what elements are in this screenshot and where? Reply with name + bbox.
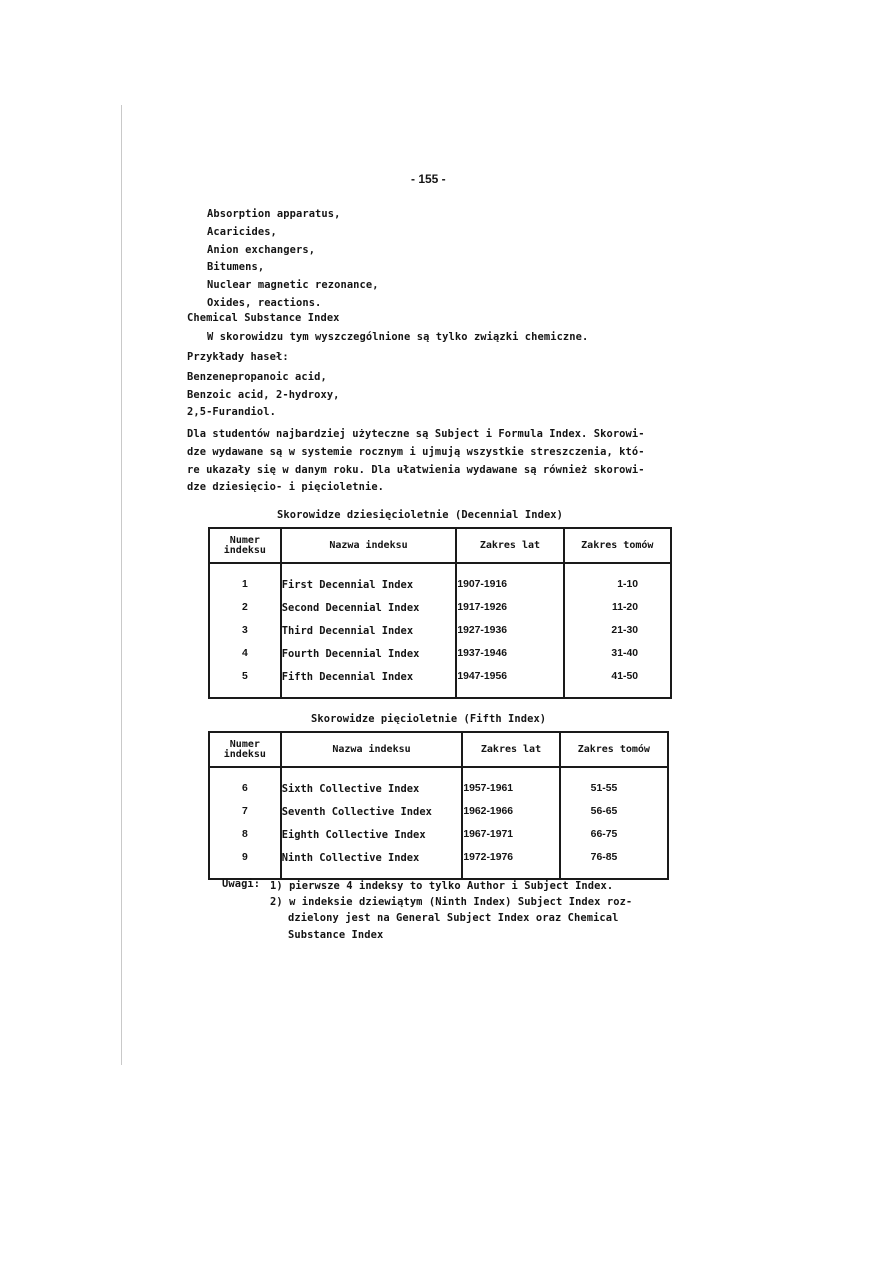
- index-volumes: 51-55: [590, 783, 618, 794]
- column-header-years: Zakres lat: [462, 732, 559, 767]
- table-header-row: [209, 732, 668, 767]
- table-row: [209, 596, 671, 619]
- index-name: Fifth Decennial Index: [281, 665, 457, 688]
- index-volumes: 76-85: [590, 852, 618, 863]
- index-name: Ninth Collective Index: [281, 846, 463, 869]
- index-number: 2: [209, 596, 281, 619]
- index-volumes: 21-30: [611, 625, 638, 636]
- index-name: Sixth Collective Index: [281, 777, 463, 800]
- note-continuation: Substance Index: [288, 928, 384, 941]
- students-paragraph: [187, 426, 645, 497]
- note-item: 2) w indeksie dziewiątym (Ninth Index) Subject Index roz-: [270, 896, 633, 909]
- examples-list: [187, 369, 340, 422]
- example-item: Benzenepropanoic acid,: [187, 371, 327, 383]
- table-row: [209, 800, 668, 823]
- index-years: 1972-1976: [462, 846, 559, 869]
- notes-label: Uwagi:: [222, 878, 261, 890]
- column-header-years: Zakres lat: [456, 528, 563, 563]
- five-year-table-caption: Skorowidze pięcioletnie (Fifth Index): [311, 713, 547, 725]
- index-number: 7: [209, 800, 281, 823]
- index-number: 6: [209, 777, 281, 800]
- page-edge-line: [121, 105, 122, 1065]
- index-volumes: 31-40: [611, 648, 638, 659]
- table-row: [209, 573, 671, 596]
- index-years: 1937-1946: [456, 642, 563, 665]
- index-years: 1962-1966: [462, 800, 559, 823]
- table-row: [209, 777, 668, 800]
- decennial-table-caption: Skorowidze dziesięcioletnie (Decennial Index): [277, 509, 564, 521]
- index-number: 3: [209, 619, 281, 642]
- table-row: [209, 642, 671, 665]
- index-name: Second Decennial Index: [281, 596, 457, 619]
- keyword-item: Bitumens,: [207, 261, 265, 274]
- note-continuation: dzielony jest na General Subject Index oraz Chemical: [288, 912, 619, 925]
- index-years: 1947-1956: [456, 665, 563, 688]
- index-name: Seventh Collective Index: [281, 800, 463, 823]
- index-name: First Decennial Index: [281, 573, 457, 596]
- index-volumes: 56-65: [590, 806, 618, 817]
- keyword-list: [207, 206, 379, 313]
- index-years: 1927-1936: [456, 619, 563, 642]
- index-number: 8: [209, 823, 281, 846]
- index-years: 1957-1961: [462, 777, 559, 800]
- paragraph-line: Dla studentów najbardziej użyteczne są Subject i Formula Index. Skorowi-: [187, 428, 645, 440]
- column-header-name: Nazwa indeksu: [281, 732, 463, 767]
- keyword-item: Absorption apparatus,: [207, 208, 341, 220]
- chemical-substance-heading: Chemical Substance Index: [187, 312, 340, 324]
- keyword-item: Nuclear magnetic rezonance,: [207, 279, 379, 292]
- table-row: [209, 619, 671, 642]
- index-volumes: 41-50: [611, 671, 638, 682]
- table-row: [209, 823, 668, 846]
- example-item: Benzoic acid, 2-hydroxy,: [187, 388, 340, 401]
- column-header-number: Numer indeksu: [209, 732, 281, 767]
- paragraph-line: dze dziesięcio- i pięcioletnie.: [187, 481, 385, 494]
- table-row: [209, 665, 671, 688]
- column-header-volumes: Zakres tomów: [564, 528, 671, 563]
- column-header-name: Nazwa indeksu: [281, 528, 457, 563]
- index-number: 9: [209, 846, 281, 869]
- examples-label: Przykłady haseł:: [187, 351, 289, 363]
- example-item: 2,5-Furandiol.: [187, 406, 276, 418]
- table-row: [209, 846, 668, 869]
- index-number: 4: [209, 642, 281, 665]
- index-years: 1917-1926: [456, 596, 563, 619]
- index-name: Eighth Collective Index: [281, 823, 463, 846]
- index-years: 1967-1971: [462, 823, 559, 846]
- column-header-number: Numer indeksu: [209, 528, 281, 563]
- note-item: 1) pierwsze 4 indeksy to tylko Author i Subject Index.: [270, 880, 614, 892]
- index-number: 1: [209, 573, 281, 596]
- five-year-index-table: [208, 731, 669, 880]
- column-header-volumes: Zakres tomów: [560, 732, 668, 767]
- keyword-item: Acaricides,: [207, 225, 277, 238]
- page-number: - 155 -: [411, 172, 446, 186]
- table-header-row: [209, 528, 671, 563]
- index-volumes: 66-75: [590, 829, 618, 840]
- index-name: Third Decennial Index: [281, 619, 457, 642]
- index-volumes: 1-10: [617, 579, 638, 590]
- decennial-index-table: [208, 527, 672, 699]
- index-number: 5: [209, 665, 281, 688]
- paragraph-line: dze wydawane są w systemie rocznym i ujmują wszystkie streszczenia, któ-: [187, 445, 645, 458]
- index-volumes: 11-20: [611, 602, 638, 613]
- keyword-item: Oxides, reactions.: [207, 296, 322, 309]
- chemical-substance-description: W skorowidzu tym wyszczególnione są tylko związki chemiczne.: [207, 331, 589, 343]
- index-years: 1907-1916: [456, 573, 563, 596]
- paragraph-line: re ukazały się w danym roku. Dla ułatwienia wydawane są również skorowi-: [187, 463, 645, 476]
- index-name: Fourth Decennial Index: [281, 642, 457, 665]
- keyword-item: Anion exchangers,: [207, 243, 316, 256]
- notes-list: [270, 878, 632, 943]
